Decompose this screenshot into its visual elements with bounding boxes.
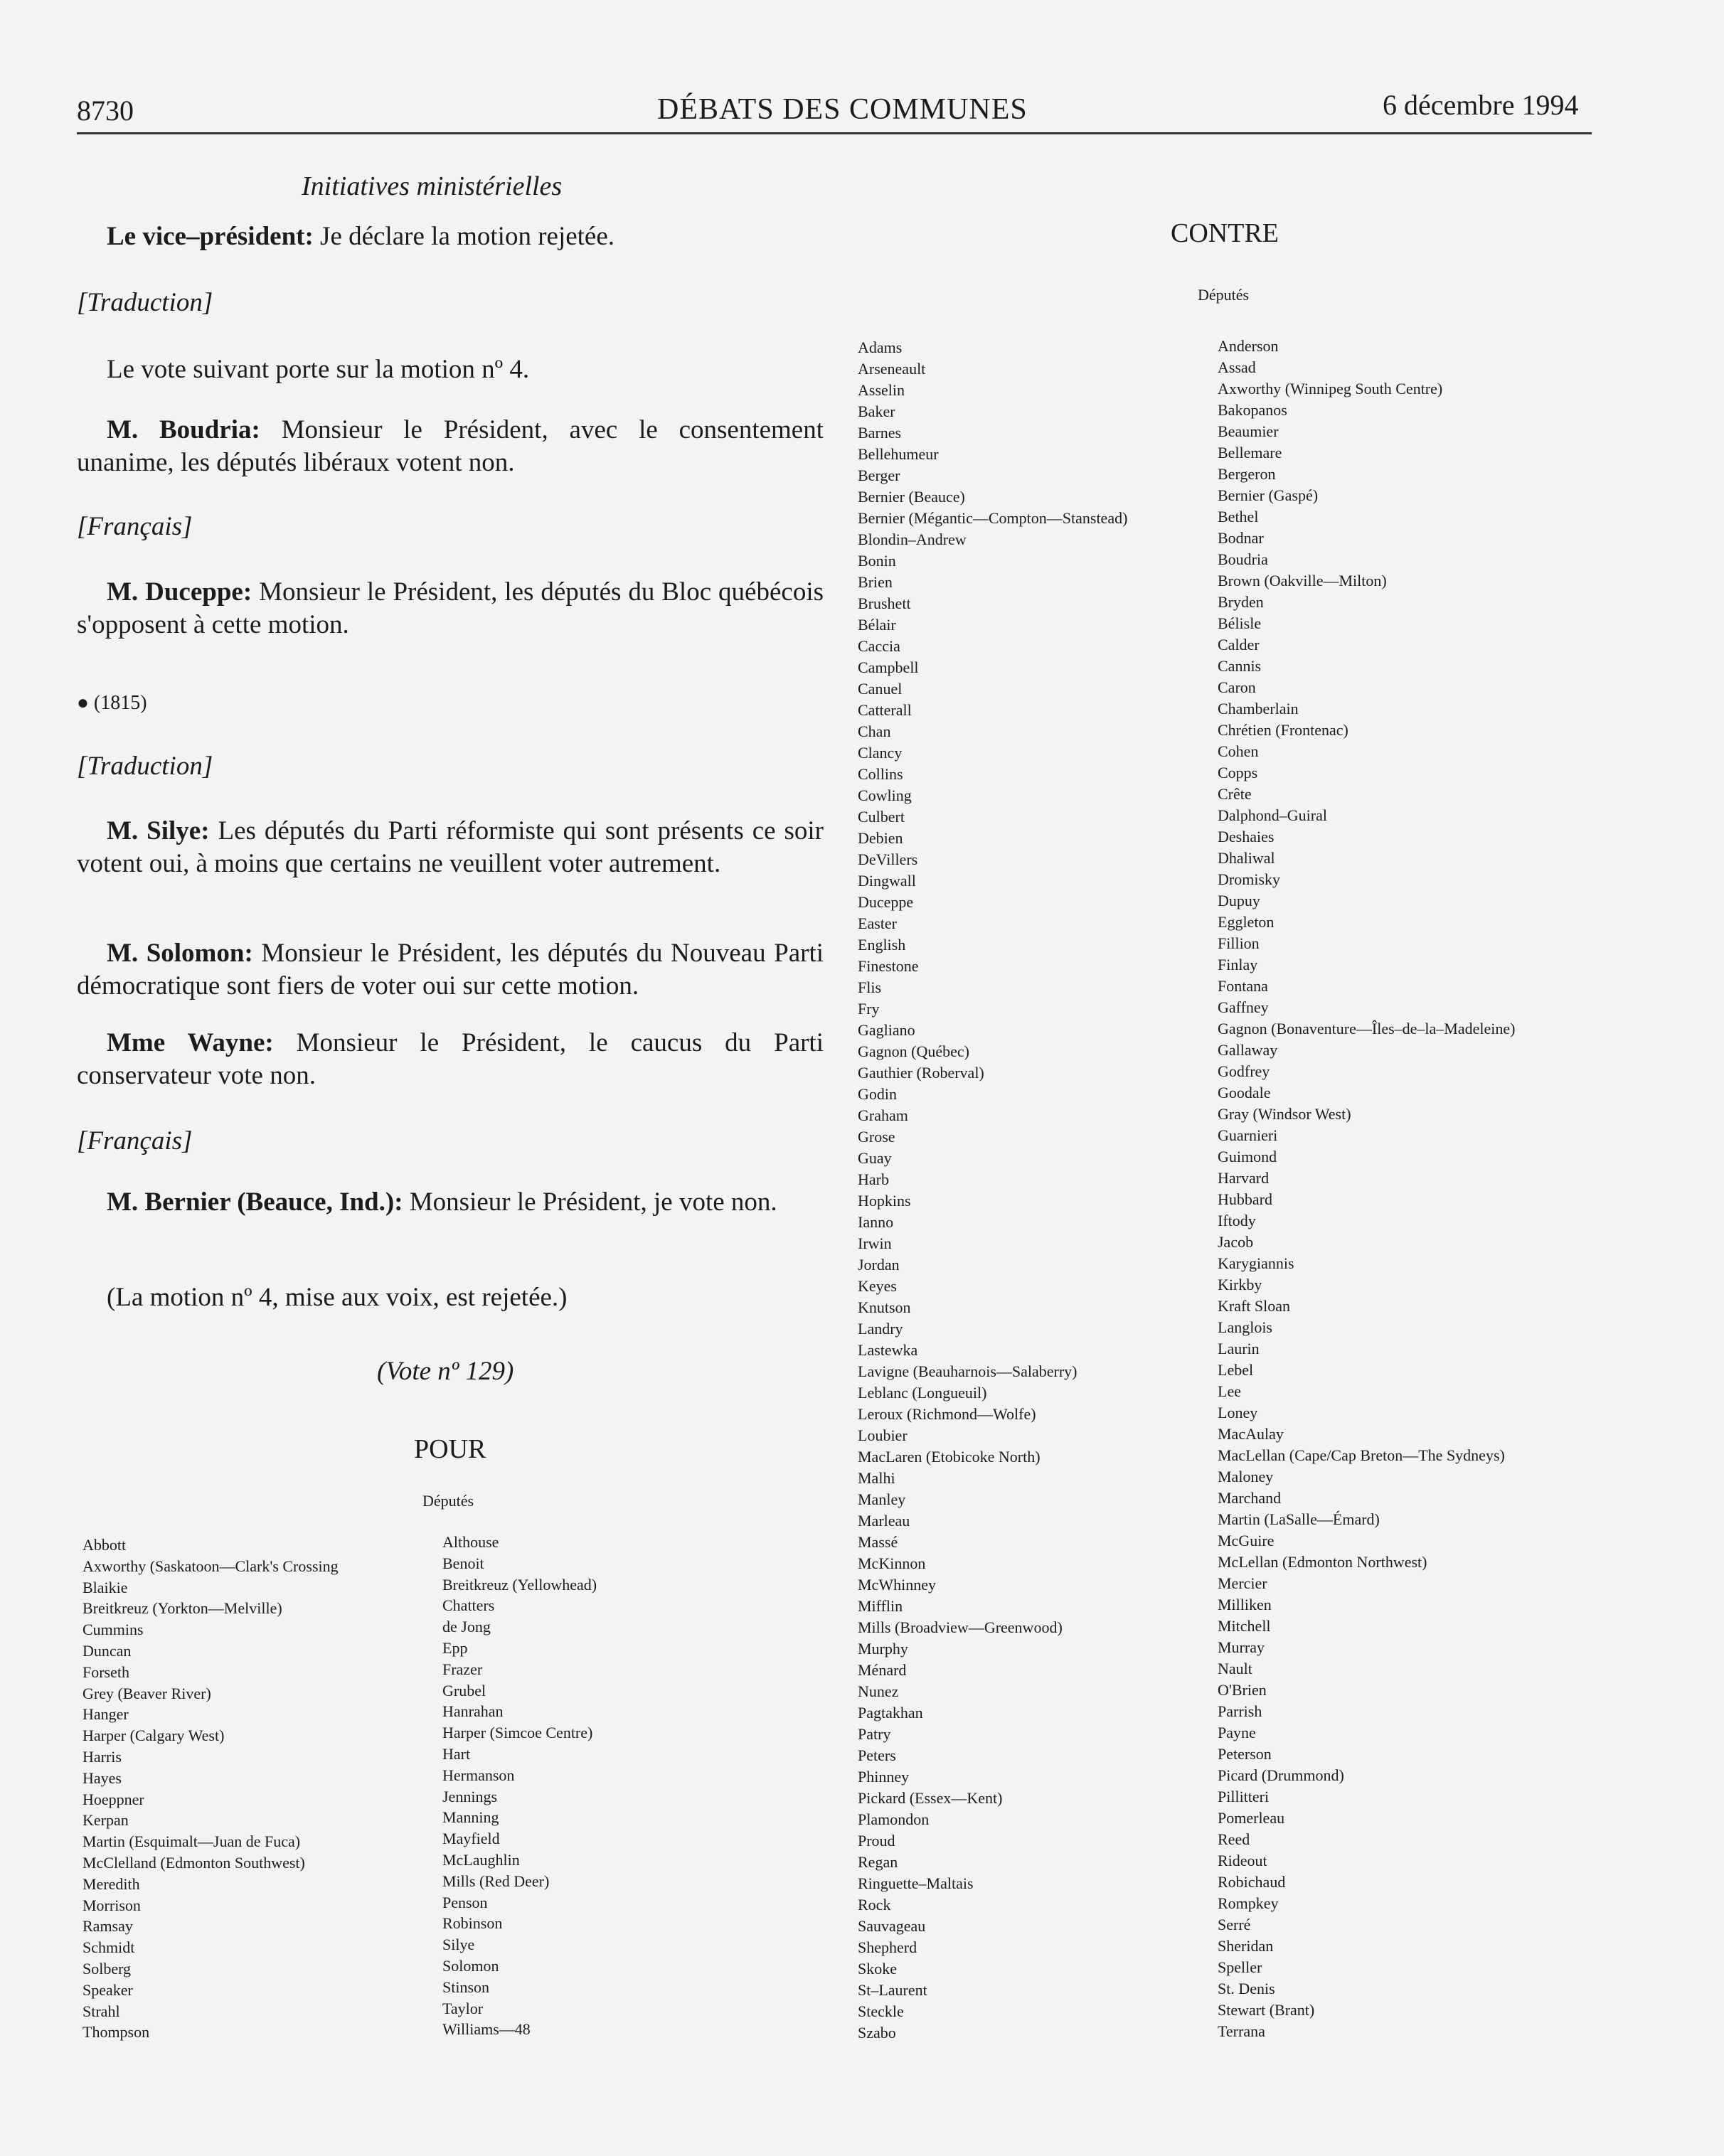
- member-name: Lavigne (Beauharnois—Salaberry): [858, 1362, 1078, 1380]
- member-name: Irwin: [858, 1234, 892, 1252]
- member-name: Kraft Sloan: [1218, 1297, 1291, 1315]
- member-name: Kerpan: [83, 1811, 129, 1830]
- member-name: Manley: [858, 1490, 906, 1508]
- member-name: Pagtakhan: [858, 1704, 923, 1722]
- member-name: Loney: [1218, 1404, 1258, 1421]
- member-name: Chan: [858, 722, 891, 740]
- member-name: Shepherd: [858, 1938, 917, 1956]
- member-name: Hanrahan: [442, 1702, 504, 1721]
- member-name: Skoke: [858, 1960, 897, 1978]
- member-name: Harvard: [1218, 1169, 1270, 1187]
- member-name: Steckle: [858, 2002, 904, 2020]
- member-name: Proud: [858, 1832, 895, 1850]
- member-name: Harper (Simcoe Centre): [442, 1724, 593, 1742]
- member-name: Harb: [858, 1170, 889, 1188]
- paragraph-silye: [77, 815, 824, 880]
- section-title: Initiatives ministérielles: [302, 171, 563, 201]
- member-name: Malhi: [858, 1469, 895, 1487]
- member-name: Catterall: [858, 701, 912, 719]
- member-name: Eggleton: [1218, 913, 1275, 931]
- member-name: Jennings: [442, 1787, 497, 1805]
- member-name: Kirkby: [1218, 1276, 1262, 1293]
- member-name: Terrana: [1218, 2022, 1265, 2040]
- member-name: Robichaud: [1218, 1873, 1286, 1891]
- member-name: Grose: [858, 1128, 895, 1146]
- member-name: Collins: [858, 765, 903, 783]
- member-name: Ianno: [858, 1213, 894, 1231]
- page-number: 8730: [77, 95, 134, 127]
- member-name: Leroux (Richmond—Wolfe): [858, 1405, 1036, 1423]
- member-name: Manning: [442, 1808, 499, 1827]
- member-name: Axworthy (Winnipeg South Centre): [1218, 380, 1443, 397]
- member-name: Meredith: [83, 1874, 140, 1893]
- member-name: Strahl: [83, 2002, 120, 2020]
- member-name: Althouse: [442, 1533, 499, 1551]
- vote-number: (Vote nº 129): [377, 1357, 514, 1386]
- member-name: Thompson: [83, 2023, 150, 2042]
- contre-list-right: [1218, 336, 1515, 2042]
- member-name: Gray (Windsor West): [1218, 1105, 1351, 1123]
- member-name: Breitkreuz (Yorkton—Melville): [83, 1599, 282, 1618]
- member-name: McKinnon: [858, 1554, 926, 1572]
- member-name: Chrétien (Frontenac): [1218, 721, 1348, 739]
- member-name: Bernier (Gaspé): [1218, 486, 1319, 504]
- member-name: Hayes: [83, 1768, 122, 1787]
- paragraph-vote-intro: Le vote suivant porte sur la motion nº 4.: [107, 355, 530, 384]
- member-name: Rideout: [1218, 1852, 1267, 1869]
- speaker-name: M. Solomon:: [107, 939, 253, 968]
- member-name: Bergeron: [1218, 465, 1276, 483]
- member-name: Hermanson: [442, 1766, 515, 1784]
- member-name: Stinson: [442, 1978, 490, 1996]
- member-name: Mitchell: [1218, 1617, 1271, 1635]
- member-name: de Jong: [442, 1618, 491, 1636]
- member-name: McGuire: [1218, 1532, 1275, 1549]
- member-name: Baker: [858, 402, 895, 420]
- member-name: Speaker: [83, 1980, 133, 1999]
- member-name: Lastewka: [858, 1341, 918, 1359]
- member-name: Culbert: [858, 808, 905, 826]
- member-name: Reed: [1218, 1830, 1250, 1848]
- member-name: Phinney: [858, 1768, 910, 1786]
- member-name: Clancy: [858, 744, 903, 762]
- speaker-name: M. Duceppe:: [107, 577, 252, 607]
- speaker-name: Mme Wayne:: [107, 1028, 274, 1057]
- member-name: Dromisky: [1218, 870, 1280, 888]
- paragraph-bernier: [77, 1186, 824, 1219]
- member-name: Brien: [858, 573, 893, 591]
- member-name: Berger: [858, 466, 900, 484]
- member-name: Boudria: [1218, 550, 1268, 568]
- member-name: Guay: [858, 1149, 892, 1167]
- member-name: Regan: [858, 1853, 898, 1871]
- paragraph-boudria: [77, 414, 824, 479]
- speaker-name: M. Bernier (Beauce, Ind.):: [107, 1188, 403, 1217]
- member-name: Landry: [858, 1320, 903, 1338]
- member-name: Guimond: [1218, 1148, 1277, 1165]
- member-name: Cannis: [1218, 657, 1262, 675]
- member-name: Peterson: [1218, 1745, 1272, 1763]
- member-name: Finlay: [1218, 956, 1258, 973]
- member-name: Picard (Drummond): [1218, 1766, 1344, 1784]
- member-name: Grubel: [442, 1681, 486, 1699]
- member-name: MacLaren (Etobicoke North): [858, 1448, 1041, 1466]
- member-name: Hanger: [83, 1705, 129, 1724]
- header-rule: [77, 132, 1592, 134]
- member-name: Godfrey: [1218, 1062, 1270, 1080]
- member-name: Grey (Beaver River): [83, 1684, 211, 1702]
- member-name: Goodale: [1218, 1084, 1271, 1101]
- language-marker: [Traduction]: [77, 288, 213, 317]
- paragraph-vice-president: [77, 220, 824, 253]
- member-name: Gaffney: [1218, 998, 1269, 1016]
- member-name: Loubier: [858, 1426, 908, 1444]
- member-name: Martin (LaSalle—Émard): [1218, 1510, 1380, 1528]
- pour-list-right: [442, 1532, 597, 2040]
- contre-subheading: Députés: [1198, 286, 1250, 304]
- member-name: Silye: [442, 1936, 475, 1954]
- member-name: Morrison: [83, 1896, 141, 1914]
- member-name: Milliken: [1218, 1596, 1272, 1613]
- member-name: Solomon: [442, 1956, 499, 1975]
- paragraph-solomon: [77, 937, 824, 1003]
- member-name: Abbott: [83, 1536, 127, 1554]
- member-name: Chatters: [442, 1596, 495, 1615]
- member-name: Lebel: [1218, 1361, 1254, 1379]
- member-name: Knutson: [858, 1298, 911, 1316]
- member-name: Godin: [858, 1085, 897, 1103]
- paragraph-wayne: [77, 1027, 824, 1092]
- member-name: Brushett: [858, 594, 911, 612]
- member-name: Marchand: [1218, 1489, 1282, 1507]
- member-name: Bellemare: [1218, 444, 1282, 461]
- member-name: Dingwall: [858, 872, 916, 890]
- member-name: Canuel: [858, 680, 903, 698]
- member-name: Finestone: [858, 957, 919, 975]
- member-name: Rock: [858, 1896, 891, 1914]
- member-name: Bélair: [858, 616, 896, 634]
- member-name: Iftody: [1218, 1212, 1256, 1229]
- member-name: Beaumier: [1218, 422, 1279, 440]
- member-name: Lee: [1218, 1382, 1241, 1400]
- member-name: Bernier (Mégantic—Compton—Stanstead): [858, 509, 1128, 527]
- member-name: Williams—48: [442, 2020, 531, 2039]
- member-name: English: [858, 936, 906, 954]
- member-name: Serré: [1218, 1916, 1251, 1933]
- member-name: Copps: [1218, 764, 1258, 781]
- member-name: DeVillers: [858, 850, 918, 868]
- member-name: Taylor: [442, 1999, 484, 2017]
- member-name: St–Laurent: [858, 1981, 927, 1999]
- speaker-name: M. Silye:: [107, 816, 210, 845]
- member-name: Mayfield: [442, 1830, 500, 1848]
- member-name: Dhaliwal: [1218, 849, 1275, 867]
- pour-subheading: Députés: [422, 1492, 474, 1510]
- member-name: Rompkey: [1218, 1894, 1279, 1912]
- pour-heading: POUR: [414, 1434, 486, 1464]
- member-name: Gagnon (Québec): [858, 1042, 969, 1060]
- member-name: Bernier (Beauce): [858, 488, 965, 506]
- member-name: Peters: [858, 1746, 896, 1764]
- speech-text: Monsieur le Président, je vote non.: [403, 1188, 777, 1217]
- speech-text: Monsieur le Président, les députés du Bloc québécois s'opposent à cette motion.: [77, 577, 824, 639]
- member-name: Penson: [442, 1893, 488, 1911]
- motion-result: (La motion nº 4, mise aux voix, est rejetée.): [107, 1283, 568, 1312]
- speech-text: Monsieur le Président, les députés du Nouveau Parti démocratique sont fiers de voter oui sur cette motion.: [77, 939, 824, 1000]
- member-name: Patry: [858, 1725, 891, 1743]
- member-name: Bélisle: [1218, 614, 1262, 632]
- member-name: Martin (Esquimalt—Juan de Fuca): [83, 1832, 301, 1851]
- member-name: Blaikie: [83, 1578, 128, 1596]
- member-name: Fillion: [1218, 934, 1260, 952]
- member-name: Barnes: [858, 424, 902, 442]
- member-name: Harris: [83, 1747, 122, 1766]
- member-name: Schmidt: [83, 1938, 135, 1957]
- member-name: Ramsay: [83, 1917, 133, 1936]
- pour-list-left: [83, 1535, 339, 2043]
- member-name: Gallaway: [1218, 1041, 1278, 1059]
- member-name: MacAulay: [1218, 1425, 1284, 1443]
- member-name: Speller: [1218, 1958, 1262, 1976]
- member-name: MacLellan (Cape/Cap Breton—The Sydneys): [1218, 1446, 1505, 1464]
- member-name: Bethel: [1218, 508, 1259, 525]
- member-name: Crête: [1218, 785, 1252, 803]
- member-name: Dupuy: [1218, 892, 1260, 909]
- member-name: Asselin: [858, 381, 905, 399]
- member-name: Chamberlain: [1218, 700, 1299, 717]
- member-name: Mifflin: [858, 1597, 903, 1615]
- member-name: Arseneault: [858, 360, 926, 378]
- member-name: Graham: [858, 1106, 908, 1124]
- member-name: Maloney: [1218, 1468, 1274, 1485]
- member-name: Caron: [1218, 678, 1256, 696]
- member-name: Pickard (Essex—Kent): [858, 1789, 1003, 1807]
- member-name: Mills (Broadview—Greenwood): [858, 1618, 1063, 1636]
- member-name: Frazer: [442, 1660, 483, 1678]
- member-name: Payne: [1218, 1724, 1256, 1741]
- member-name: Caccia: [858, 637, 900, 655]
- member-name: Forseth: [83, 1663, 129, 1681]
- member-name: Adams: [858, 338, 903, 356]
- member-name: Pillitteri: [1218, 1788, 1270, 1805]
- running-title: DÉBATS DES COMMUNES: [657, 93, 1028, 126]
- member-name: Stewart (Brant): [1218, 2001, 1315, 2019]
- member-name: Robinson: [442, 1914, 503, 1933]
- member-name: Epp: [442, 1638, 468, 1657]
- member-name: Leblanc (Longueuil): [858, 1384, 987, 1402]
- member-name: Benoit: [442, 1554, 484, 1572]
- member-name: Hubbard: [1218, 1190, 1272, 1208]
- member-name: Mills (Red Deer): [442, 1872, 550, 1890]
- speaker-name: Le vice–président:: [107, 222, 314, 251]
- member-name: Murphy: [858, 1640, 908, 1658]
- member-name: Karygiannis: [1218, 1254, 1294, 1272]
- member-name: Harper (Calgary West): [83, 1727, 225, 1745]
- language-marker: [Traduction]: [77, 752, 213, 781]
- member-name: McLaughlin: [442, 1850, 520, 1869]
- member-name: Blondin–Andrew: [858, 530, 967, 548]
- member-name: Debien: [858, 829, 903, 847]
- member-name: Nault: [1218, 1660, 1252, 1677]
- member-name: Keyes: [858, 1277, 897, 1295]
- member-name: Anderson: [1218, 337, 1279, 355]
- member-name: Gagnon (Bonaventure—Îles–de–la–Madeleine): [1218, 1020, 1516, 1037]
- member-name: Cummins: [83, 1621, 144, 1639]
- member-name: Bakopanos: [1218, 401, 1287, 419]
- member-name: Nunez: [858, 1682, 899, 1700]
- member-name: Fontana: [1218, 977, 1268, 995]
- member-name: Massé: [858, 1533, 898, 1551]
- member-name: Ménard: [858, 1661, 907, 1679]
- member-name: Hopkins: [858, 1192, 911, 1210]
- speech-text: Monsieur le Président, le caucus du Parti conservateur vote non.: [77, 1028, 824, 1090]
- member-name: Brown (Oakville—Milton): [1218, 572, 1387, 589]
- speech-text: Je déclare la motion rejetée.: [313, 222, 615, 251]
- member-name: Ringuette–Maltais: [858, 1874, 974, 1892]
- member-name: Dalphond–Guiral: [1218, 806, 1327, 824]
- speaker-name: M. Boudria:: [107, 415, 260, 444]
- member-name: Guarnieri: [1218, 1126, 1278, 1144]
- member-name: Parrish: [1218, 1702, 1262, 1720]
- language-marker: [Français]: [77, 512, 193, 541]
- member-name: Jacob: [1218, 1233, 1254, 1251]
- member-name: McClelland (Edmonton Southwest): [83, 1853, 305, 1872]
- member-name: Marleau: [858, 1512, 910, 1530]
- time-marker: ● (1815): [77, 692, 147, 714]
- paragraph-duceppe: [77, 576, 824, 641]
- issue-date: 6 décembre 1994: [1383, 89, 1579, 121]
- member-name: Laurin: [1218, 1340, 1260, 1357]
- member-name: Duceppe: [858, 893, 914, 911]
- speech-text: Les députés du Parti réformiste qui sont présents ce soir votent oui, à moins que certains ne veuillent voter autrement.: [77, 816, 824, 878]
- member-name: Gauthier (Roberval): [858, 1064, 984, 1082]
- member-name: Assad: [1218, 358, 1256, 376]
- member-name: Pomerleau: [1218, 1809, 1285, 1827]
- member-name: Deshaies: [1218, 828, 1275, 845]
- member-name: Sheridan: [1218, 1937, 1274, 1955]
- speech-text: Monsieur le Président, avec le consentement unanime, les députés libéraux votent non.: [77, 415, 824, 477]
- member-name: McWhinney: [858, 1576, 936, 1594]
- contre-list-left: [858, 337, 1127, 2044]
- member-name: Hart: [442, 1744, 471, 1763]
- member-name: Szabo: [858, 2024, 896, 2042]
- member-name: Bonin: [858, 552, 896, 570]
- member-name: Flis: [858, 978, 882, 996]
- member-name: Mercier: [1218, 1574, 1267, 1592]
- member-name: Bodnar: [1218, 529, 1264, 547]
- member-name: Calder: [1218, 636, 1260, 653]
- member-name: O'Brien: [1218, 1681, 1267, 1699]
- member-name: Bellehumeur: [858, 445, 939, 463]
- member-name: Solberg: [83, 1959, 132, 1978]
- member-name: Breitkreuz (Yellowhead): [442, 1575, 597, 1594]
- member-name: Langlois: [1218, 1318, 1272, 1336]
- contre-heading: CONTRE: [1171, 218, 1279, 248]
- member-name: Hoeppner: [83, 1790, 144, 1808]
- member-name: Fry: [858, 1000, 880, 1018]
- member-name: Plamondon: [858, 1810, 930, 1828]
- member-name: Gagliano: [858, 1021, 915, 1039]
- member-name: Jordan: [858, 1256, 900, 1274]
- member-name: McLellan (Edmonton Northwest): [1218, 1553, 1427, 1571]
- member-name: Murray: [1218, 1638, 1265, 1656]
- member-name: Easter: [858, 914, 897, 932]
- member-name: Cowling: [858, 786, 912, 804]
- member-name: Cohen: [1218, 742, 1259, 760]
- member-name: Sauvageau: [858, 1917, 926, 1935]
- member-name: Duncan: [83, 1641, 132, 1660]
- member-name: Axworthy (Saskatoon—Clark's Crossing: [83, 1557, 339, 1575]
- member-name: Campbell: [858, 658, 919, 676]
- member-name: St. Denis: [1218, 1980, 1275, 1997]
- member-name: Bryden: [1218, 593, 1264, 611]
- language-marker: [Français]: [77, 1126, 193, 1156]
